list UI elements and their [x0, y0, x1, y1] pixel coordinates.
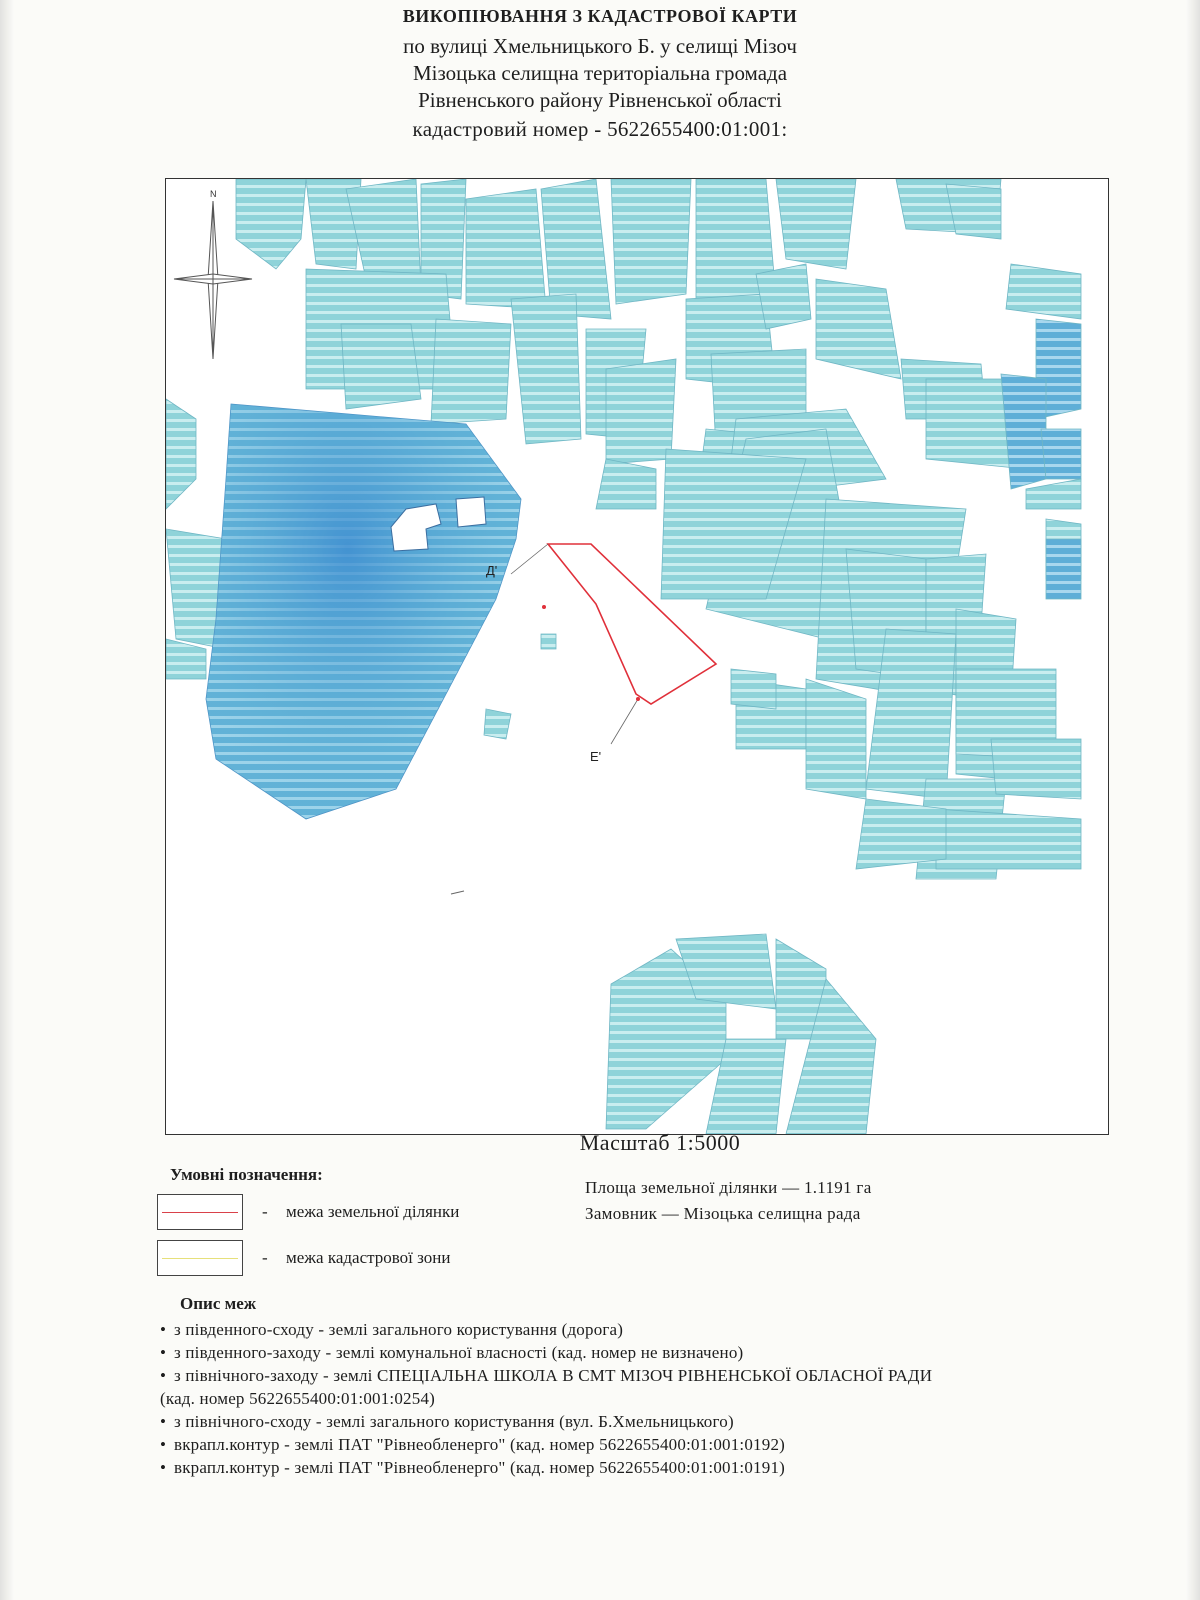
zone-parcel — [1006, 264, 1081, 319]
boundaries-list — [160, 1318, 1120, 1479]
zone-parcel — [466, 189, 546, 309]
cadastral-map[interactable] — [165, 178, 1109, 1135]
zone-parcel-dark — [1041, 429, 1081, 479]
parcel-area: Площа земельної ділянки — 1.1191 га — [585, 1178, 872, 1197]
legend-dash: - — [262, 1202, 268, 1221]
zone-parcel — [611, 179, 691, 304]
zone-parcel — [806, 679, 866, 799]
zone-parcel — [596, 459, 656, 509]
legend-text-zone: межа кадастрової зони — [286, 1248, 451, 1267]
boundaries-title: Опис меж — [180, 1294, 257, 1313]
zone-parcel — [606, 359, 676, 464]
zone-parcel-dark — [1001, 374, 1046, 489]
legend-title: Умовні позначення: — [170, 1165, 323, 1184]
community-line: Мізоцька селищна територіальна громада — [412, 61, 788, 85]
legend-dash: - — [262, 1248, 268, 1267]
zone-parcel — [236, 179, 306, 269]
list-item: • з північного-заходу - землі СПЕЦІАЛЬНА ШКОЛА В СМТ МІЗОЧ РІВНЕНСЬКОЇ ОБЛАСНОЇ РАДИ — [160, 1366, 933, 1385]
zone-parcel-dark — [1046, 539, 1081, 599]
building-outline — [456, 497, 486, 527]
legend-text-parcel: межа земельної ділянки — [286, 1202, 460, 1221]
zone-parcel — [431, 319, 511, 424]
scan-shadow-right — [1186, 0, 1200, 1600]
zone-parcel — [1026, 479, 1081, 509]
zone-parcel — [541, 634, 556, 649]
list-item: • з південного-заходу - землі комунальної власності (кад. номер не визначено) — [160, 1343, 744, 1362]
cadastral-number-line: кадастровий номер - 5622655400:01:001: — [412, 117, 788, 141]
customer: Замовник — Мізоцька селищна рада — [585, 1204, 861, 1223]
document-title: ВИКОПІЮВАННЯ З КАДАСТРОВОЇ КАРТИ — [402, 6, 798, 26]
zone-parcel — [731, 669, 776, 709]
street-line: по вулиці Хмельницького Б. у селищі Мізоч — [403, 34, 797, 58]
scan-shadow-left — [0, 0, 14, 1600]
zone-parcel — [166, 639, 206, 679]
zone-parcel — [856, 799, 946, 869]
point-label-e: Е' — [590, 749, 602, 764]
list-item: • з північного-сходу - землі загального користування (вул. Б.Хмельницького) — [160, 1412, 734, 1431]
zone-parcel — [991, 739, 1081, 799]
north-label: N — [210, 189, 217, 199]
map-scale: Масштаб 1:5000 — [579, 1130, 741, 1155]
list-item: • вкрапл.контур - землі ПАТ "Рівнеобленерго" (кад. номер 5622655400:01:001:0191) — [160, 1458, 786, 1477]
zone-parcel — [341, 324, 421, 409]
point-label-d: Д' — [486, 563, 498, 578]
zone-parcel — [484, 709, 511, 739]
list-item: (кад. номер 5622655400:01:001:0254) — [160, 1389, 436, 1408]
zone-parcel — [776, 179, 856, 269]
zone-school-overlay — [206, 404, 521, 819]
stray-mark — [451, 891, 464, 894]
zone-parcel — [936, 809, 1081, 869]
district-line: Рівненського району Рівненської області — [418, 88, 782, 112]
list-item: • вкрапл.контур - землі ПАТ "Рівнеобленерго" (кад. номер 5622655400:01:001:0192) — [160, 1435, 786, 1454]
legend-swatch-parcel — [157, 1194, 243, 1230]
legend-swatch-zone — [157, 1240, 243, 1276]
map-canvas — [166, 179, 1108, 1134]
zone-parcel — [816, 279, 901, 379]
zone-parcel — [166, 399, 196, 509]
zone-parcel — [511, 294, 581, 444]
zone-parcel — [756, 264, 811, 329]
list-item: • з південного-сходу - землі загального користування (дорога) — [160, 1320, 624, 1339]
